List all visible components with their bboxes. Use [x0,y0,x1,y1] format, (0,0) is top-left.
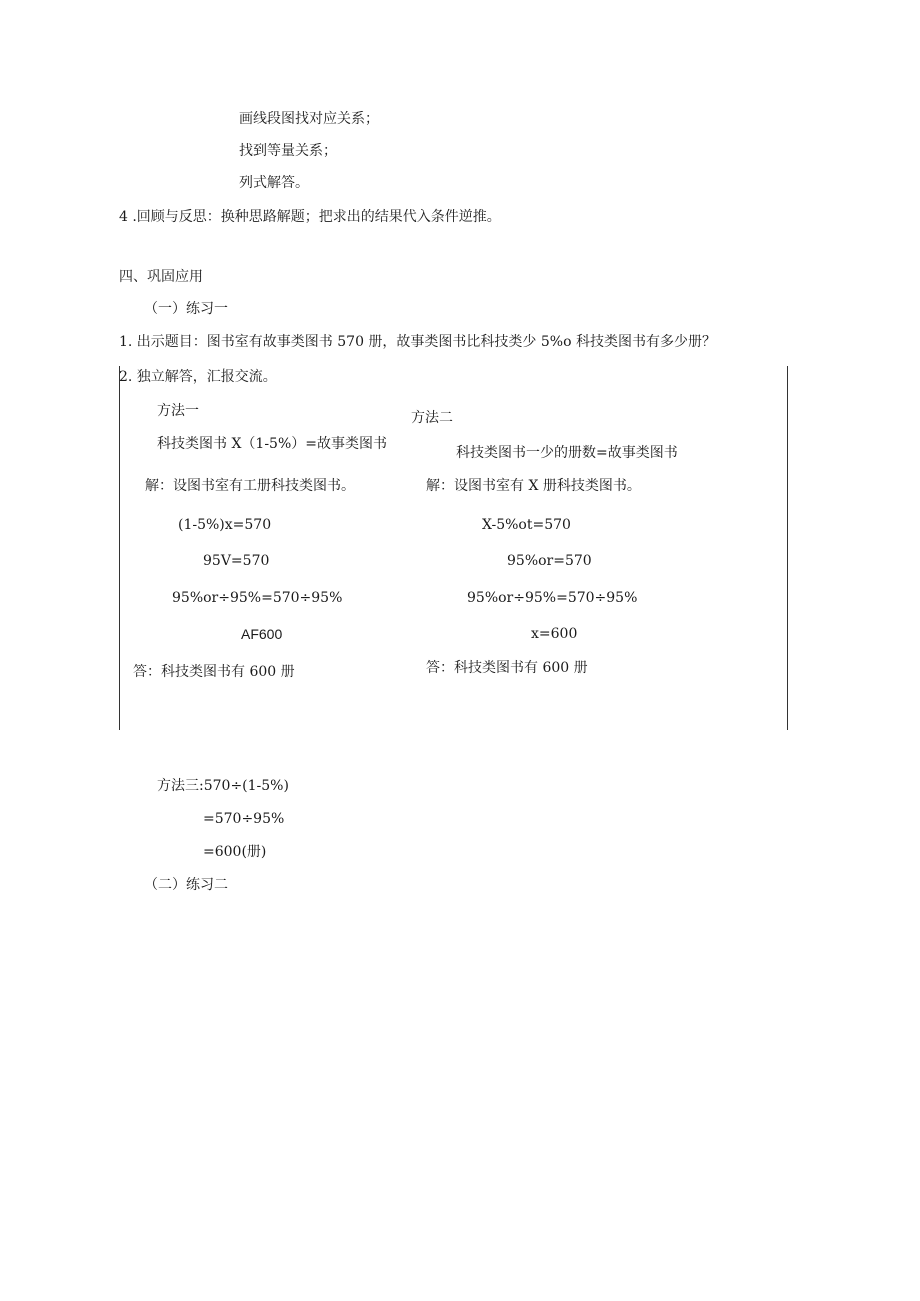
question-2: 2. 独立解答，汇报交流。 [119,369,277,385]
box-left-border [119,366,120,730]
method3-line2: =570÷95% [203,811,285,827]
method2-setup: 解：设图书室有 X 册科技类图书。 [426,478,641,494]
intro-step-3: 列式解答。 [239,175,309,191]
method1-eq4: AF600 [241,626,283,642]
method1-eq1: (1-5%)x=570 [178,517,272,533]
intro-item-4: 4 .回顾与反思：换种思路解题；把求出的结果代入条件逆推。 [119,209,501,225]
question-1: 1. 出示题目：图书室有故事类图书 570 册，故事类图书比科技类少 5%o 科技类图书有多少册？ [119,334,716,350]
method1-eq3: 95%or÷95%=570÷95% [172,590,343,606]
method1-answer: 答：科技类图书有 600 册 [133,664,295,680]
method1-setup: 解：设图书室有工册科技类图书。 [145,478,355,494]
section-heading: 四、巩固应用 [119,269,203,285]
box-right-border [787,366,788,730]
method2-eq2: 95%or=570 [507,553,592,569]
method2-eq1: X-5%ot=570 [482,517,571,533]
method2-eq4: x=600 [531,626,578,642]
method2-eq3: 95%or÷95%=570÷95% [467,590,638,606]
intro-step-1: 画线段图找对应关系； [239,111,379,127]
method3-line1: 方法三:570÷(1-5%) [157,778,289,794]
method2-relation: 科技类图书一少的册数=故事类图书 [456,445,678,461]
exercise-2-heading: （二）练习二 [144,877,228,893]
method1-relation: 科技类图书 X（1-5%）=故事类图书 [157,436,387,452]
method3-line3: =600(册) [203,844,267,860]
method1-eq2: 95V=570 [203,553,270,569]
intro-step-2: 找到等量关系； [239,143,337,159]
method1-title: 方法一 [157,403,199,419]
method2-answer: 答：科技类图书有 600 册 [426,660,588,676]
method2-title: 方法二 [411,410,453,426]
exercise-1-heading: （一）练习一 [144,301,228,317]
